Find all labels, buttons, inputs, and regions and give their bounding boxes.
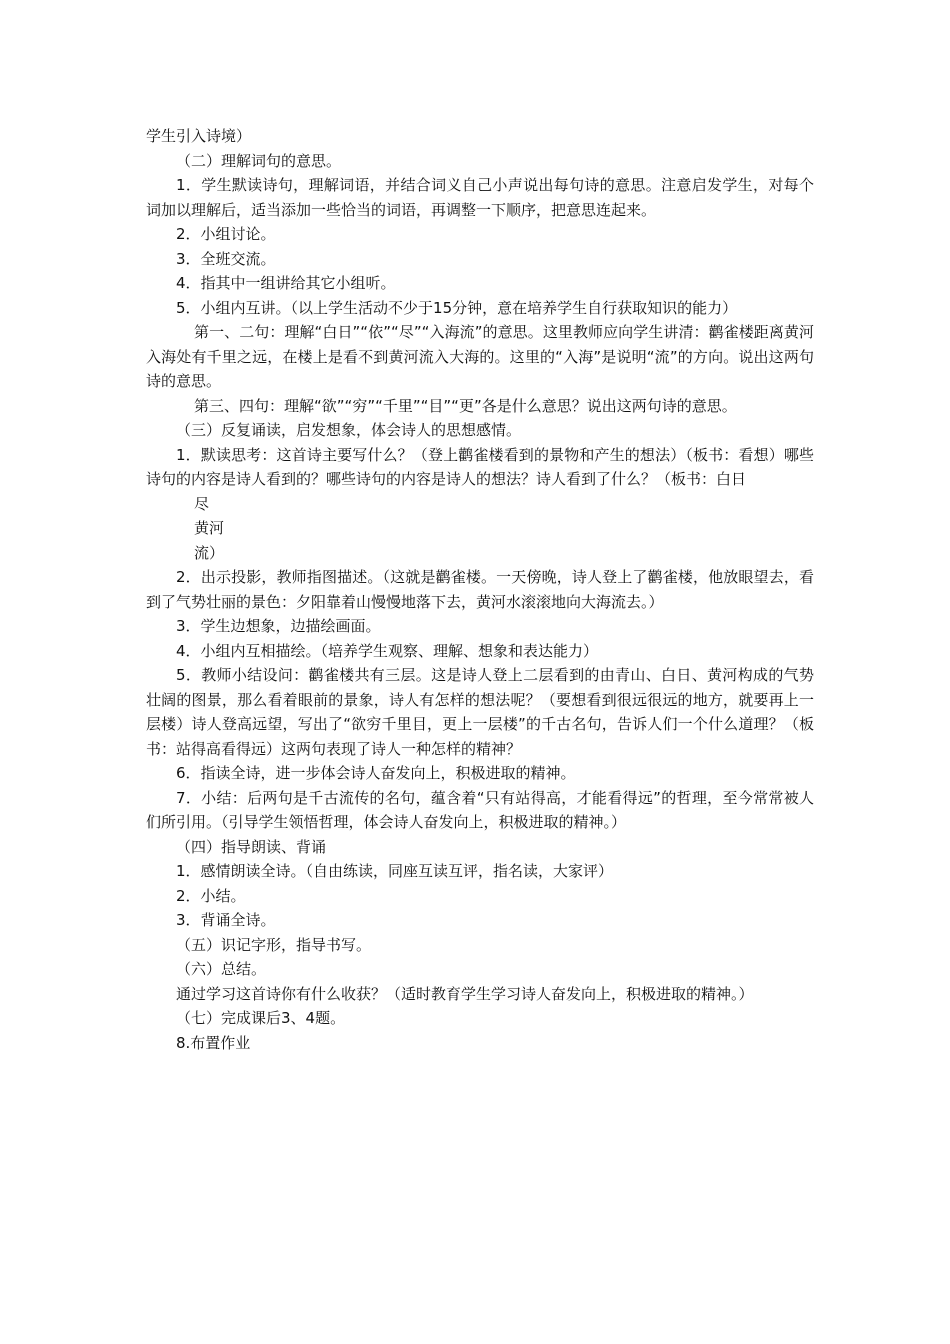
list-item: 5．教师小结设问：鹳雀楼共有三层。这是诗人登上二层看到的由青山、白日、黄河构成的气势壮阔的图景，那么看着眼前的景象，诗人有怎样的想法呢？（要想看到很远很远的地方，就要再上一层楼）诗人登高远望，写出了“欲穷千里目，更上一层楼”的千古名句，告诉人们一个什么道理？（板书：站得高看得远）这两句表现了诗人一种怎样的精神？ [146,666,814,758]
list-item: 6．指读全诗，进一步体会诗人奋发向上，积极进取的精神。 [176,764,576,782]
board-note-line: 黄河 [194,519,225,537]
section-heading: （三）反复诵读，启发想象，体会诗人的思想感情。 [176,421,522,439]
paragraph: 第三、四句：理解“欲”“穷”“千里”“目”“更”各是什么意思？说出这两句诗的意思。 [194,396,737,415]
list-item: 7．小结：后两句是千古流传的名句，蕴含着“只有站得高，才能看得远”的哲理，至今常常被人们所引用。（引导学生领悟哲理，体会诗人奋发向上，积极进取的精神。） [146,788,814,831]
document-body [146,124,814,1055]
section-heading: （二）理解词句的意思。 [176,151,342,170]
list-item: 5．小组内互讲。（以上学生活动不少于15分钟，意在培养学生自行获取知识的能力） [176,298,738,317]
section-heading: （六）总结。 [176,960,267,978]
list-item: 1．默读思考：这首诗主要写什么？（登上鹳雀楼看到的景物和产生的想法）（板书：看想）哪些诗句的内容是诗人看到的？哪些诗句的内容是诗人的想法？诗人看到了什么？（板书：白日 [146,445,814,488]
list-item: 3．学生边想象，边描绘画面。 [176,617,381,635]
list-item: 3．全班交流。 [176,249,276,268]
list-item: 2．小组讨论。 [176,225,276,243]
board-note-line: 尽 [194,494,210,513]
list-item: 3．背诵全诗。 [176,911,276,929]
list-item: 4．小组内互相描绘。（培养学生观察、理解、想象和表达能力） [176,641,599,660]
board-note-line: 流） [194,543,225,562]
section-heading: 8.布置作业 [176,1033,251,1052]
list-item: 2．小结。 [176,886,246,905]
paragraph: 学生引入诗境） [146,127,252,145]
paragraph: 1．学生默读诗句，理解词语，并结合词义自己小声说出每句诗的意思。注意启发学生，对每个词加以理解后，适当添加一些恰当的词语，再调整一下顺序，把意思连起来。 [146,176,814,219]
section-heading: （四）指导朗读、背诵 [176,837,327,856]
paragraph: 通过学习这首诗你有什么收获？（适时教育学生学习诗人奋发向上，积极进取的精神。） [176,984,754,1003]
list-item: 4．指其中一组讲给其它小组听。 [176,274,396,292]
list-item: 2．出示投影，教师指图描述。（这就是鹳雀楼。一天傍晚，诗人登上了鹳雀楼，他放眼望去，看到了气势壮丽的景色：夕阳靠着山慢慢地落下去，黄河水滚滚地向大海流去。） [146,568,814,611]
section-heading: （七）完成课后3、4题。 [176,1009,346,1027]
paragraph: 第一、二句：理解“白日”“依”“尽”“入海流”的意思。这里教师应向学生讲清：鹳雀楼距离黄河入海处有千里之远，在楼上是看不到黄河流入大海的。这里的“入海”是说明“流”的方向。说出这两句诗的意思。 [146,323,814,390]
list-item: 1．感情朗读全诗。（自由练读，同座互读互评，指名读，大家评） [176,862,614,880]
section-heading: （五）识记字形，指导书写。 [176,935,372,954]
